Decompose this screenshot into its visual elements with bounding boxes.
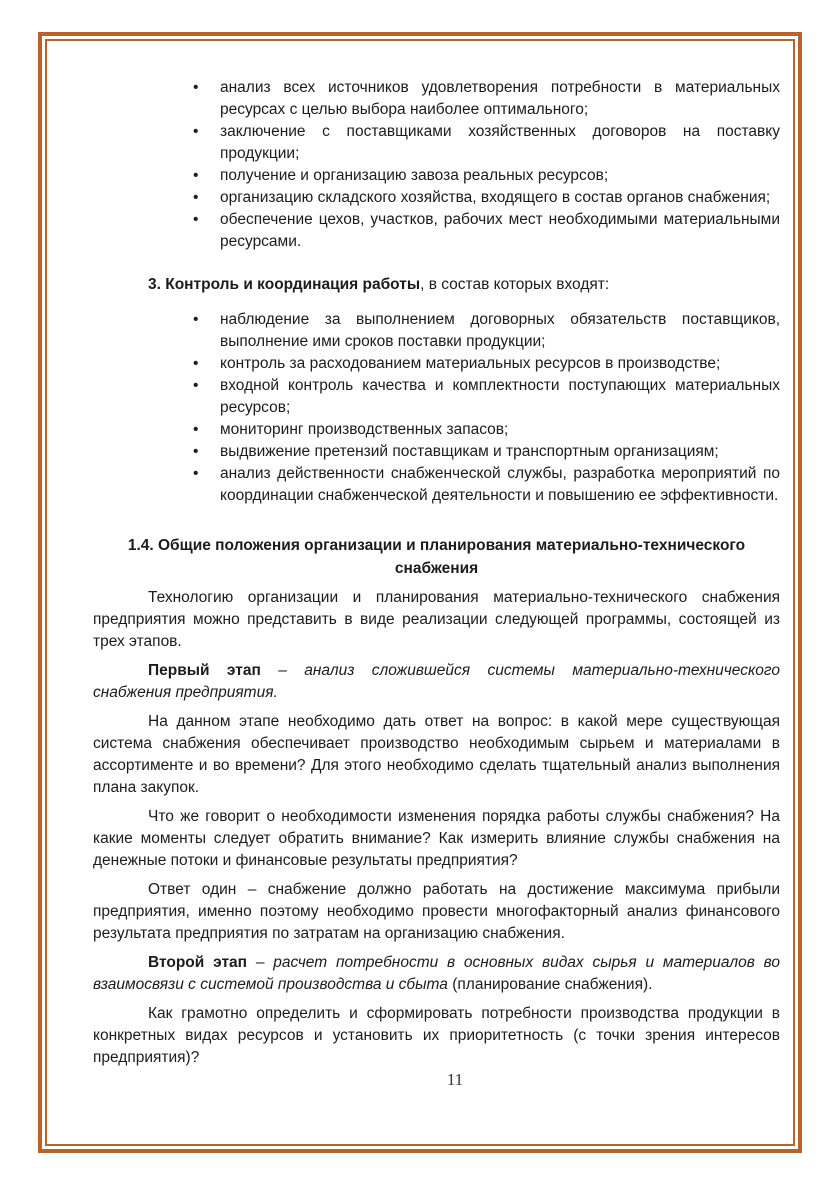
list-item: • анализ всех источников удовлетворения потребности в материальных ресурсах с целью выбора наиболее оптимального; [220,77,780,121]
list-item: • входной контроль качества и комплектности поступающих материальных ресурсов; [220,375,780,419]
paragraph-how-to-define: Как грамотно определить и сформировать потребности производства продукции в конкретных видах ресурсов и установить их приоритетность (с точки зрения интересов предприятия)? [93,1005,780,1066]
second-stage-note: (планирование снабжения). [447,976,653,993]
list-item: • получение и организацию завоза реальных ресурсов; [220,165,780,187]
list-item: • организацию складского хозяйства, входящего в состав органов снабжения; [220,187,780,209]
section-1-4-heading: 1.4. Общие положения организации и планирования материально-технического снабжения [127,537,746,577]
list-item: • анализ действенности снабженческой службы, разработка мероприятий по координации снабженческой деятельности и повышению ее эффективности. [220,463,780,507]
page-border-outer [38,32,802,1153]
page-border-inner [45,39,795,1146]
paragraph-answer: Ответ один – снабжение должно работать на достижение максимума прибыли предприятия, именно поэтому необходимо провести многофакторный анализ финансового результата предприятия по затратам на организацию снабжения. [93,881,780,942]
dash-separator: – [247,954,274,971]
section-3-lead [93,274,780,296]
control-functions-list [93,309,780,507]
paragraph-stage-question: На данном этапе необходимо дать ответ на вопрос: в какой мере существующая система снабжения обеспечивает производство необходимым сырьем и материалами в ассортименте и во времени? Для этого необходимо сделать тщательный анализ выполнения плана закупок. [93,713,780,796]
page-content [47,41,793,1144]
section-3-title: 3. Контроль и координация работы [148,276,421,293]
list-item: • мониторинг производственных запасов; [220,419,780,441]
list-item: • выдвижение претензий поставщикам и транспортным организациям; [220,441,780,463]
section-3-title-rest: , в состав которых входят: [420,276,610,293]
second-stage-label: Второй этап [148,954,248,971]
paragraph-second-stage [93,952,780,996]
first-stage-description: анализ сложившейся системы материально-технического снабжения предприятия. [93,662,781,701]
list-item: • заключение с поставщиками хозяйственных договоров на поставку продукции; [220,121,780,165]
second-stage-description: расчет потребности в основных видах сырья и материалов во взаимосвязи с системой производства и сбыта [93,954,780,993]
list-item: • наблюдение за выполнением договорных обязательств поставщиков, выполнение ими сроков поставки продукции; [220,309,780,353]
page-number: 11 [446,1070,464,1089]
dash-separator: – [260,662,305,679]
paragraph-what-indicates: Что же говорит о необходимости изменения порядка работы службы снабжения? На какие моменты следует обратить внимание? Как измерить влияние службы снабжения на денежные потоки и финансовые результаты предприятия? [93,808,780,869]
supply-functions-list [93,77,780,253]
paragraph-first-stage [93,660,780,704]
list-item: • контроль за расходованием материальных ресурсов в производстве; [220,353,780,375]
list-item: • обеспечение цехов, участков, рабочих мест необходимыми материальными ресурсами. [220,209,780,253]
paragraph-technology: Технологию организации и планирования материально-технического снабжения предприятия можно представить в виде реализации следующей программы, состоящей из трех этапов. [93,589,780,650]
first-stage-label: Первый этап [148,662,261,679]
